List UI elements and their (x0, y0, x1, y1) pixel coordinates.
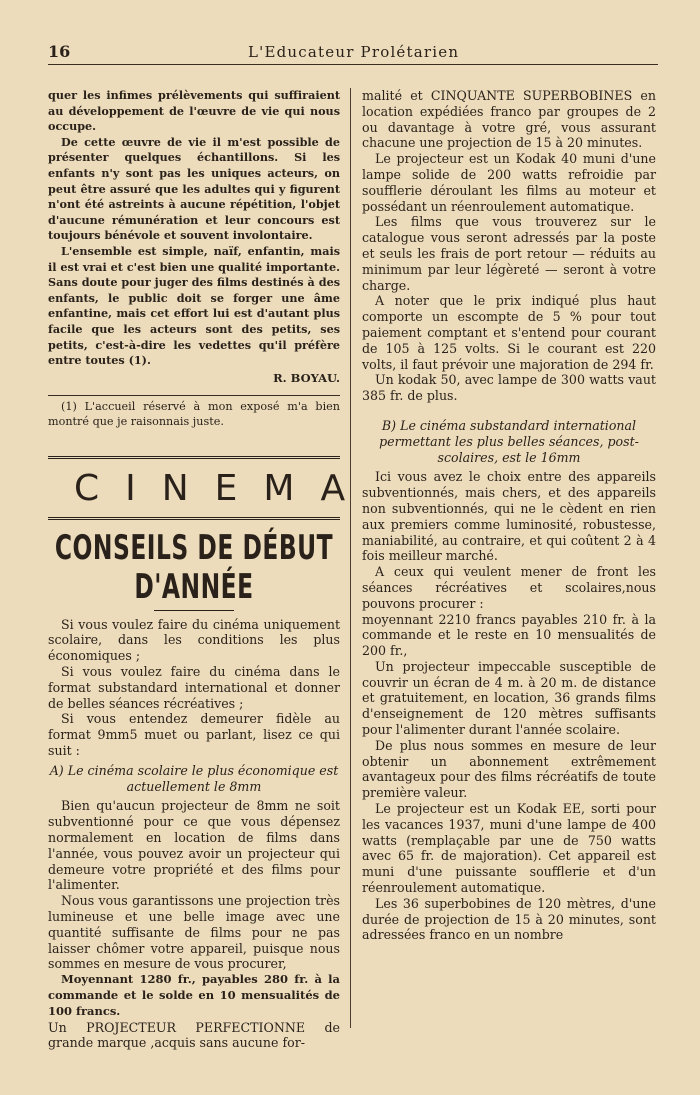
paragraph: Les films que vous trouverez sur le catalogue vous seront adressés par la poste et seuls les frais de port retour — réduits au minimum par leur légèreté — seront à votre charge. (362, 214, 656, 293)
author-signature: R. BOYAU. (273, 370, 340, 385)
paragraph: L'ensemble est simple, naïf, enfantin, mais il est vrai et c'est bien une qualité importante. Sans doute pour juger des films destinés à des enfants, le public doit se forger une âme enfantine, mais cet effort lui est d'autant plus facile que les acteurs sont des petits, ses petits, c'est-à-dire les vedettes qu'il préfère entre toutes (1). (48, 243, 340, 368)
paragraph: Si vous voulez faire du cinéma uniquement scolaire, dans les conditions les plus économiques ; (48, 616, 340, 664)
paragraph: Bien qu'aucun projecteur de 8mm ne soit subventionné pour ce que vous dépensez normalement en location de films dans l'année, vous pouvez avoir un projecteur qui demeure votre propriété et des films pour l'alimenter. (48, 798, 340, 893)
paragraph: Un projecteur impeccable susceptible de couvrir un écran de 4 m. à 20 m. de distance et gratuitement, en location, 36 grands films d'enseignement de 120 mètres suffisants pour l'alimenter durant l'année scolaire. (362, 658, 656, 738)
section-b-body (362, 469, 656, 943)
paragraph: Nous vous garantissons une projection très lumineuse et une belle image avec une quantité suffisante de films pour ne pas laisser chômer votre appareil, puisque nous sommes en mesure de vous procurer, (48, 893, 340, 972)
offer-box (48, 972, 340, 1019)
right-column (362, 88, 656, 943)
paragraph: Le projecteur est un Kodak EE, sorti pour les vacances 1937, muni d'une lampe de 400 watts (remplaçable par une de 750 watts avec 65 fr. de majoration). Cet appareil est muni d'une puissante soufflerie et d'un réenroulement automatique. (362, 801, 656, 896)
column-divider (350, 88, 351, 1028)
article-title: CONSEILS DE DÉBUT D'ANNÉE (54, 528, 334, 607)
paragraph: De cette œuvre de vie il m'est possible de présenter quelques échantillons. Si les enfants n'y sont pas les uniques acteurs, on peut être assuré que les adultes qui y figurent n'ont été astreints à aucune répétition, l'objet d'aucune rémunération et leur concours est toujours bénévole et souvent involontaire. (48, 134, 340, 243)
paragraph: Les 36 superbobines de 120 mètres, d'une durée de projection de 15 à 20 minutes, sont adressées franco en un nombre (362, 895, 656, 943)
paragraph: Le projecteur est un Kodak 40 muni d'une lampe solide de 200 watts refroidie par soufflerie déroulant les films au moteur et possédant un réenroulement automatique. (362, 151, 656, 214)
paragraph: De plus nous sommes en mesure de leur obtenir un abonnement extrêmement avantageux pour des films récréatifs de toute première valeur. (362, 737, 656, 801)
paragraph: A noter que le prix indiqué plus haut comporte un escompte de 5 % pour tout paiement comptant et s'entend pour courant de 105 à 125 volts. Si le courant est 220 volts, il faut prévoir une majoration de 294 fr. (362, 293, 656, 372)
section-a-body (48, 798, 340, 972)
title-rule (154, 610, 234, 611)
paragraph: quer les infimes prélèvements qui suffiraient au développement de l'œuvre de vie qui nous occupe. (48, 88, 340, 134)
section-b-heading: B) Le cinéma substandard international permettant les plus belles séances, post-scolaires, est le 16mm (379, 417, 639, 465)
projector-intro (48, 1020, 340, 1052)
cinema-intro (48, 617, 340, 759)
paragraph: Si vous voulez faire du cinéma dans le format substandard international et donner de belles séances récréatives ; (48, 664, 340, 711)
paragraph: Ici vous avez le choix entre des appareils subventionnés, mais chers, et des appareils non subventionnés, qui ne le cèdent en rien aux premiers comme luminosité, robustesse, maniabilité, au contraire, et qui coûtent 2 à 4 fois meilleur marché. (362, 469, 656, 564)
paragraph: Si vous entendez demeurer fidèle au format 9mm5 muet ou parlant, lisez ce qui suit : (48, 711, 340, 759)
footnote-rule (48, 395, 340, 396)
paragraph: moyennant 2210 francs payables 210 fr. à la commande et le reste en 10 mensualités de 200 fr., (362, 611, 656, 659)
paragraph: Un kodak 50, avec lampe de 300 watts vaut 385 fr. de plus. (362, 372, 656, 404)
running-header (48, 40, 658, 65)
page-number: 16 (48, 42, 71, 61)
footnote: (1) L'accueil réservé à mon exposé m'a bien montré que je raisonnais juste. (48, 399, 340, 429)
offer-text: Moyennant 1280 fr., payables 280 fr. à la commande et le solde en 10 mensualités de 100 francs. (48, 972, 340, 1018)
paragraph: Un PROJECTEUR PERFECTIONNE de grande marque ,acquis sans aucune for- (48, 1019, 340, 1051)
left-column (48, 88, 372, 1051)
cinema-heading: CINEMA (74, 467, 372, 509)
boyau-article (48, 88, 340, 369)
section-a-cont (362, 88, 656, 404)
section-a-heading: A) Le cinéma scolaire le plus économique est actuellement le 8mm (49, 762, 339, 794)
paragraph: A ceux qui veulent mener de front les séances récréatives et scolaires,nous pouvons procurer : (362, 564, 656, 611)
paragraph: malité et CINQUANTE SUPERBOBINES en location expédiées franco par groupes de 2 ou davantage à votre gré, vous assurant chacune une projection de 15 à 20 minutes. (362, 88, 656, 151)
journal-title: L'Educateur Prolétarien (248, 43, 460, 61)
cinema-banner (48, 456, 372, 520)
